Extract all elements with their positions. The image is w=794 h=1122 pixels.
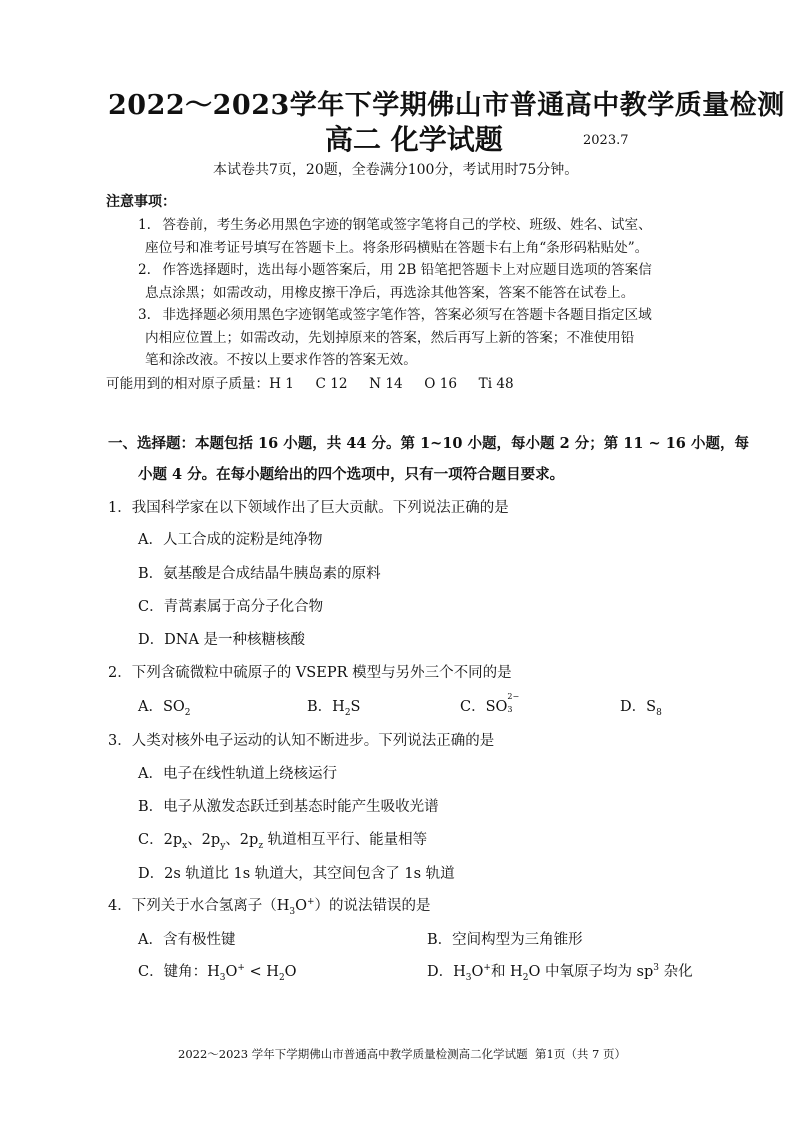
subscript: 8 — [656, 707, 662, 718]
question-3-option-b: B．电子从激发态跃迁到基态时能产生吸收光谱 — [138, 799, 439, 815]
subscript: 2 — [522, 972, 529, 983]
superscript: 3 — [653, 963, 660, 974]
option-text: C．键角：H — [138, 964, 220, 980]
question-2-option-a — [138, 695, 191, 718]
option-text: D．H — [427, 964, 466, 980]
option-text: A．SO — [138, 699, 185, 715]
notice-line: 笔和涂改液。不按以上要求作答的答案无效。 — [145, 352, 417, 368]
superscript: 2− — [507, 692, 520, 701]
question-4-option-d — [427, 960, 693, 983]
notice-line: 作答选择题时，选出每小题答案后，用 2B 铅笔把答题卡上对应题目选项的答案信 — [162, 262, 652, 278]
notice-line: 息点涂黑；如需改动，用橡皮擦干净后，再选涂其他答案，答案不能答在试卷上。 — [145, 284, 635, 301]
question-4-option-c — [138, 960, 297, 983]
question-1-option-b: B．氨基酸是合成结晶牛胰岛素的原料 — [138, 566, 381, 582]
question-1-option-d: D．DNA 是一种核糖核酸 — [138, 632, 306, 648]
question-1-option-c: C．青蒿素属于高分子化合物 — [138, 599, 324, 615]
notice-line: 非选择题必须用黑色字迹钢笔或签字笔作答，答案必须写在答题卡各题目指定区域 — [162, 307, 652, 323]
option-text: S — [350, 699, 361, 715]
notice-line: 座位号和准考证号填写在答题卡上。将条形码横贴在答题卡右上角“条形码粘贴处”。 — [145, 239, 649, 256]
question-2-option-d — [620, 695, 662, 718]
subscript: 3 — [289, 906, 296, 917]
option-text: O — [284, 964, 297, 980]
superscript: + — [483, 963, 491, 974]
stem-text: 4．下列关于水合氢离子（H — [108, 898, 290, 914]
option-text: < H — [244, 964, 279, 980]
option-text: D．S — [620, 699, 657, 715]
question-3-option-c — [138, 828, 427, 851]
question-2-stem: 2．下列含硫微粒中硫原子的 VSEPR 模型与另外三个不同的是 — [108, 665, 512, 681]
question-4-option-a: A．含有极性键 — [138, 932, 236, 948]
option-text: 和 H — [490, 964, 523, 980]
option-text: C．2p — [138, 832, 183, 848]
subscript: 2 — [344, 707, 351, 718]
question-2-option-c — [460, 692, 520, 716]
notice-heading: 注意事项： — [106, 194, 176, 210]
question-3-option-a: A．电子在线性轨道上绕核运行 — [138, 766, 337, 782]
question-1-stem: 1．我国科学家在以下领域作出了巨大贡献。下列说法正确的是 — [108, 500, 509, 516]
stem-text: ）的说法错误的是 — [314, 898, 431, 914]
option-text: 、2p — [187, 832, 221, 848]
question-4-stem — [108, 894, 431, 917]
exam-subtitle: 高二 化学试题 — [325, 123, 503, 156]
option-text: B．H — [307, 699, 345, 715]
option-text: O 中氧原子均为 sp — [528, 964, 654, 980]
stem-text: O — [295, 898, 307, 914]
subscript: 2 — [184, 707, 191, 718]
superscript: + — [307, 897, 315, 908]
option-text: C．SO — [460, 699, 508, 715]
exam-info: 本试卷共7页，20题，全卷满分100分，考试用时75分钟。 — [213, 162, 579, 178]
option-text: O — [225, 964, 238, 980]
subscript: 3 — [507, 705, 513, 714]
question-3-option-d: D．2s 轨道比 1s 轨道大，其空间包含了 1s 轨道 — [138, 866, 455, 882]
notice-num: 3. — [138, 307, 151, 323]
notice-item-2 — [138, 259, 652, 304]
exam-title: 2022～2023学年下学期佛山市普通高中教学质量检测 — [108, 90, 785, 121]
exam-date: 2023.7 — [583, 133, 629, 148]
subscript: z — [258, 840, 264, 851]
page-footer: 2022～2023 学年下学期佛山市普通高中教学质量检测高二化学试题 第1页（共 7 页） — [178, 1047, 626, 1061]
notice-item-3 — [138, 304, 652, 372]
option-text: 杂化 — [659, 964, 693, 980]
option-text: O — [471, 964, 484, 980]
subscript: 2 — [278, 972, 285, 983]
notice-line: 答卷前，考生务必用黑色字迹的钢笔或签字笔将自己的学校、班级、姓名、试室、 — [162, 217, 652, 233]
subscript: 3 — [465, 972, 472, 983]
question-1-option-a: A．人工合成的淀粉是纯净物 — [138, 532, 323, 548]
notice-item-1 — [138, 214, 652, 259]
section-heading-line2: 小题 4 分。在每小题给出的四个选项中，只有一项符合题目要求。 — [138, 466, 565, 483]
option-text: 、2p — [225, 832, 259, 848]
notice-num: 2. — [138, 262, 151, 278]
question-3-stem: 3．人类对核外电子运动的认知不断进步。下列说法正确的是 — [108, 733, 495, 749]
question-4-option-b: B．空间构型为三角锥形 — [427, 932, 583, 948]
option-text: 轨道相互平行、能量相等 — [263, 832, 428, 848]
superscript: + — [237, 963, 245, 974]
subscript: 3 — [219, 972, 226, 983]
notice-line: 内相应位置上；如需改动，先划掉原来的答案，然后再写上新的答案；不准使用铅 — [145, 329, 635, 346]
question-2-option-b — [307, 695, 360, 718]
subscript: y — [220, 840, 226, 851]
subscript: x — [182, 840, 188, 851]
atomic-masses: 可能用到的相对原子质量：H 1 C 12 N 14 O 16 Ti 48 — [106, 376, 514, 392]
notice-num: 1. — [138, 217, 151, 233]
section-heading-line1: 一、选择题：本题包括 16 小题，共 44 分。第 1~10 小题，每小题 2 分；第 11 ~ 16 小题，每 — [108, 435, 749, 452]
